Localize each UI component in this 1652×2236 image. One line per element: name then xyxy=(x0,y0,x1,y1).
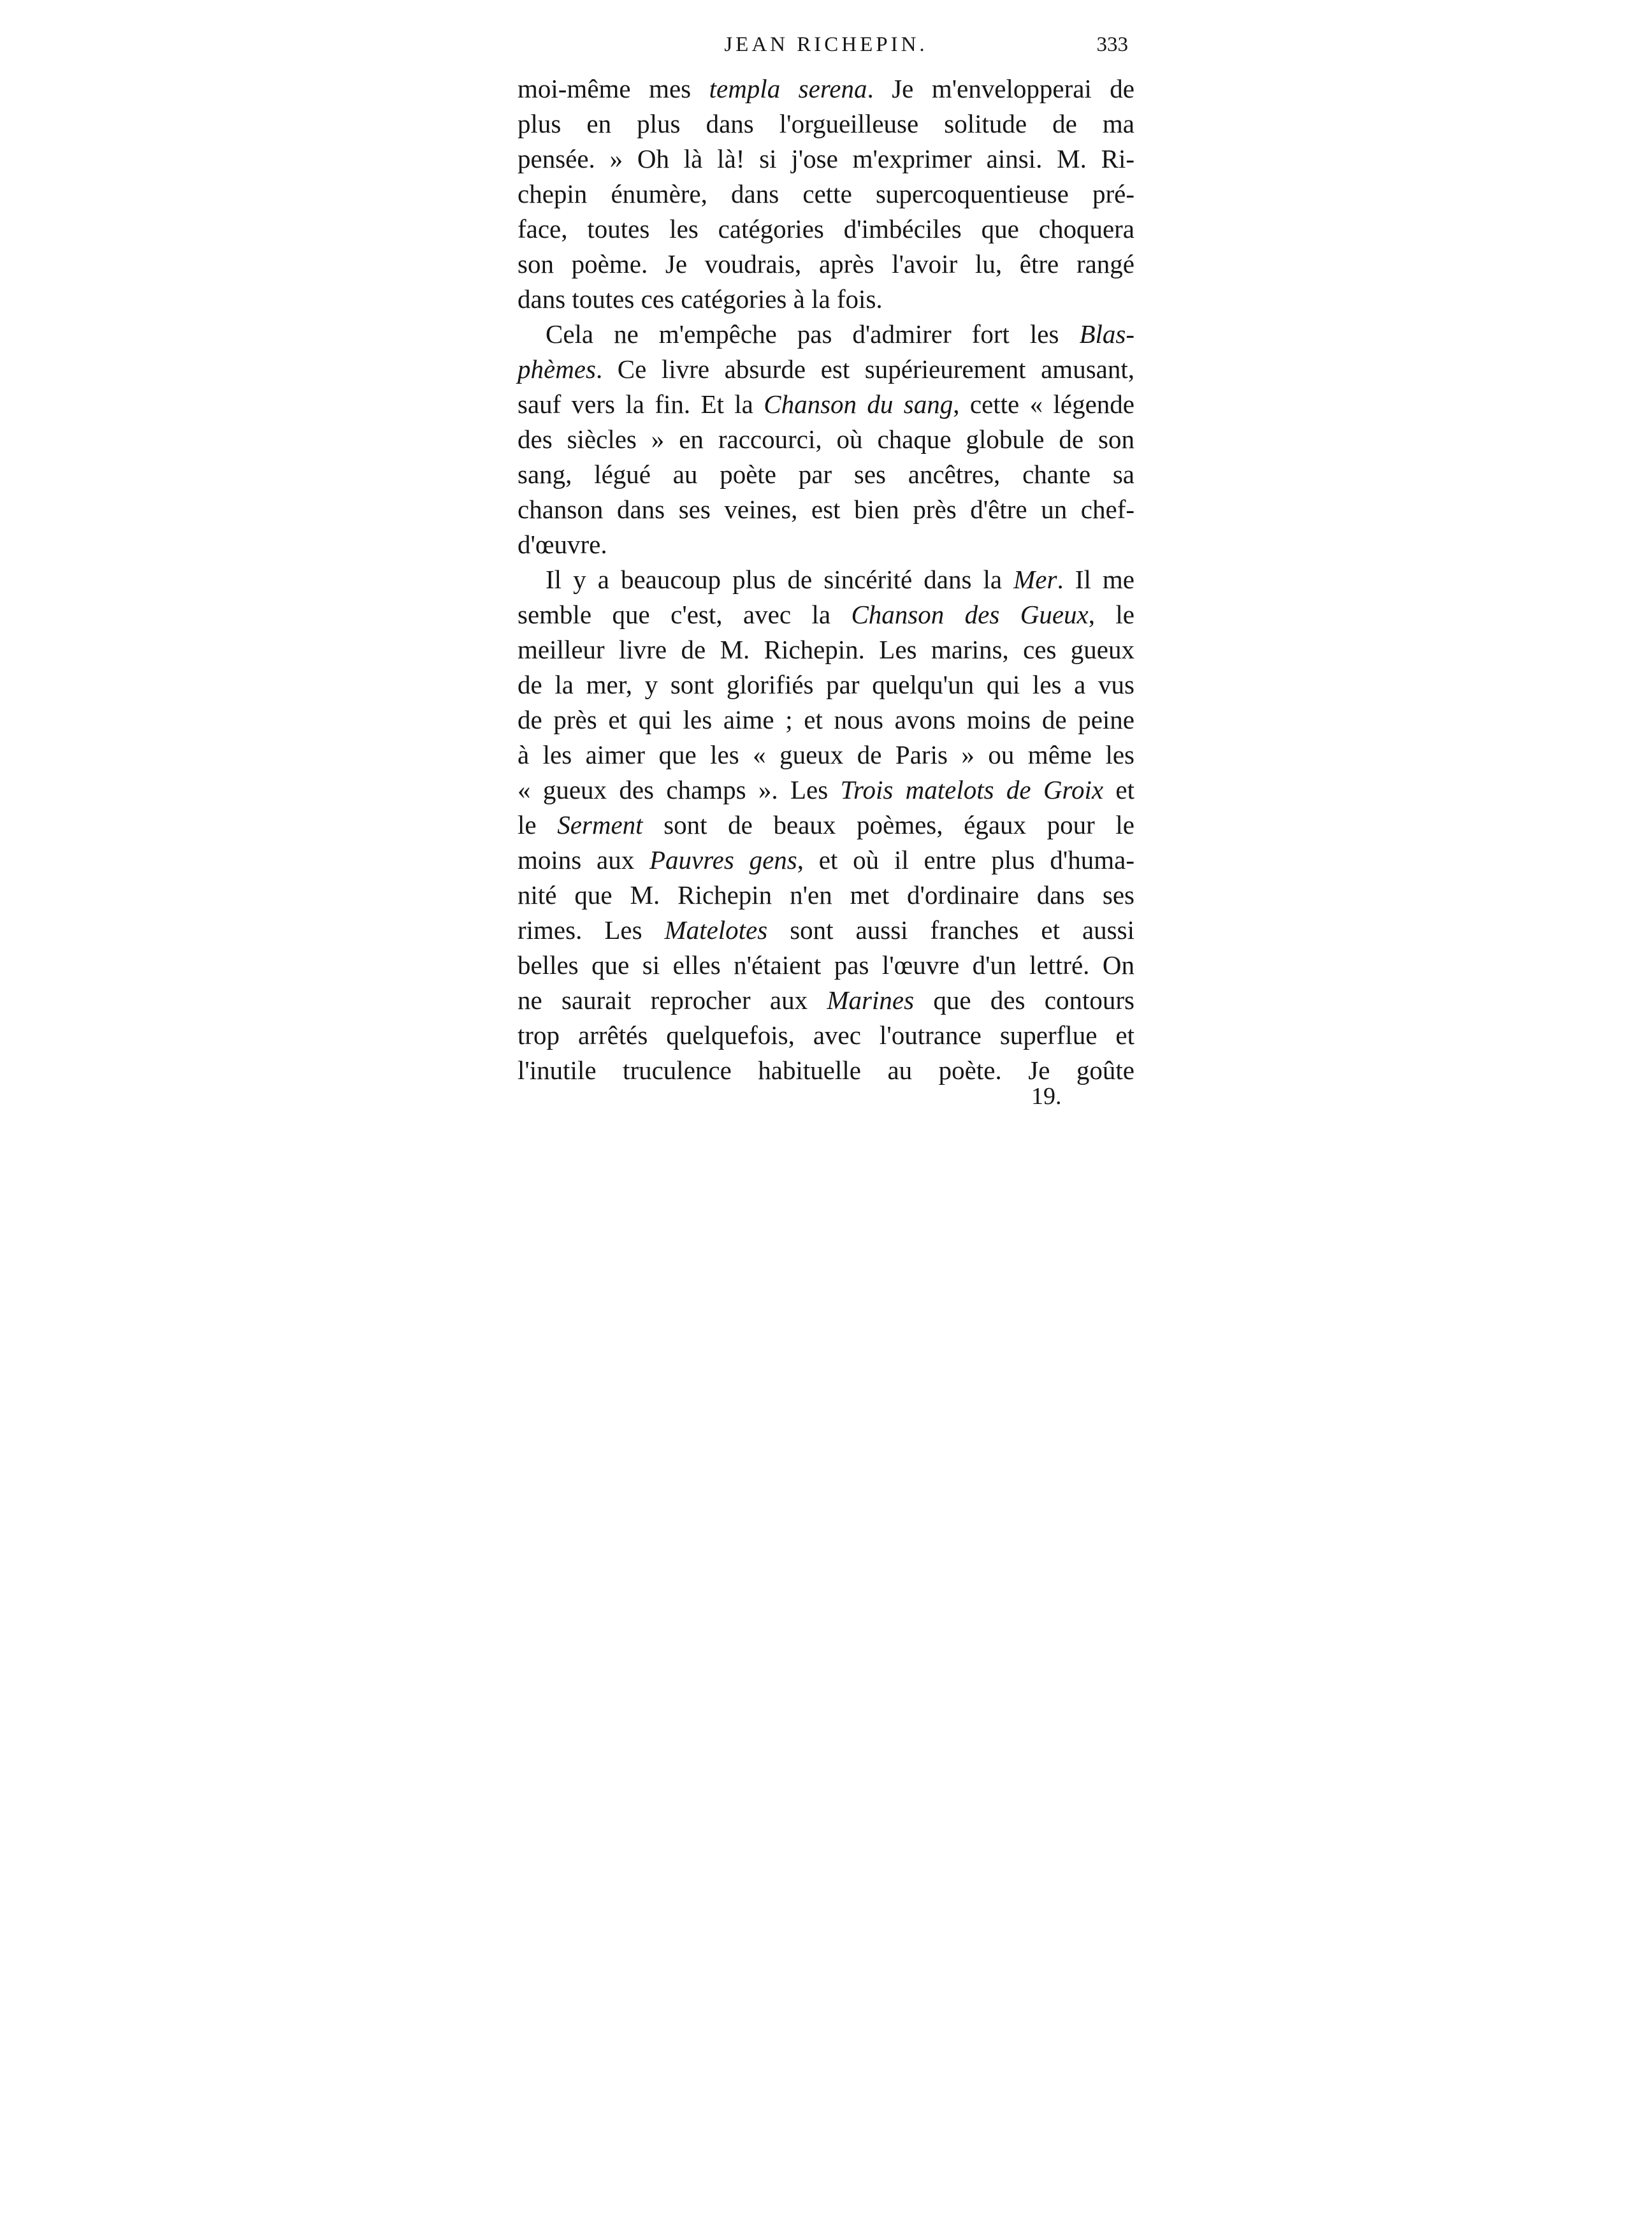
text-run: d'œuvre. xyxy=(518,530,607,559)
text-run: face, toutes les catégories d'imbéciles que choquera xyxy=(518,214,1134,243)
text-line xyxy=(518,667,1134,702)
italic-title: Marines xyxy=(827,985,915,1015)
text-run: de la mer, y sont glorifiés par quelqu'un qui les a vus xyxy=(518,670,1134,699)
text-run: . Je m'envelopperai de xyxy=(867,74,1134,103)
text-line xyxy=(518,632,1134,667)
text-line xyxy=(518,527,1134,562)
text-line xyxy=(518,597,1134,632)
text-run: le xyxy=(518,810,558,839)
text-line xyxy=(518,1018,1134,1053)
text-line xyxy=(518,106,1134,142)
text-run: . Il me xyxy=(1057,565,1134,594)
text-line xyxy=(518,387,1134,422)
running-title: JEAN RICHEPIN. xyxy=(724,33,928,56)
text-run: . Ce livre absurde est supérieurement amusant, xyxy=(595,354,1134,384)
text-run: dans toutes ces catégories à la fois. xyxy=(518,284,883,314)
text-run: des siècles » en raccourci, où chaque globule de son xyxy=(518,425,1134,454)
text-line xyxy=(518,878,1134,913)
paragraph xyxy=(518,317,1134,562)
text-run: l'inutile truculence habituelle au poète. Je goûte xyxy=(518,1056,1134,1085)
text-line xyxy=(518,212,1134,247)
page-header xyxy=(518,25,1134,70)
italic-title: Matelotes xyxy=(664,915,768,945)
text-line xyxy=(518,71,1134,106)
italic-title: templa serena xyxy=(709,74,867,103)
text-run: sauf vers la fin. Et la xyxy=(518,389,764,419)
text-run: , et où il entre plus d'huma- xyxy=(797,845,1134,875)
text-run: , cette « légende xyxy=(953,389,1134,419)
text-run: trop arrêtés quelquefois, avec l'outrance superflue et xyxy=(518,1020,1134,1050)
italic-title: Serment xyxy=(557,810,643,839)
text-line xyxy=(518,142,1134,177)
text-run: que des contours xyxy=(914,985,1134,1015)
text-run: rimes. Les xyxy=(518,915,665,945)
italic-title: Blas- xyxy=(1079,319,1134,349)
text-run: moins aux xyxy=(518,845,649,875)
text-line xyxy=(518,282,1134,317)
text-line xyxy=(518,702,1134,737)
text-run: de près et qui les aime ; et nous avons moins de peine xyxy=(518,705,1134,734)
text-run: semble que c'est, avec la xyxy=(518,600,851,629)
paragraph xyxy=(518,562,1134,1088)
text-line xyxy=(518,737,1134,773)
italic-title: Mer xyxy=(1013,565,1057,594)
text-line xyxy=(518,562,1134,597)
text-run: pensée. » Oh là là! si j'ose m'exprimer ainsi. M. Ri- xyxy=(518,144,1134,173)
text-run: chepin énumère, dans cette supercoquentieuse pré- xyxy=(518,179,1134,208)
italic-title: Trois matelots de Groix xyxy=(840,775,1104,804)
signature-mark: 19. xyxy=(1031,1083,1062,1110)
text-run: Cela ne m'empêche pas d'admirer fort les xyxy=(546,319,1080,349)
text-line xyxy=(518,247,1134,282)
text-run: à les aimer que les « gueux de Paris » ou même les xyxy=(518,740,1134,769)
text-line xyxy=(518,808,1134,843)
text-line xyxy=(518,492,1134,527)
italic-title: Pauvres gens xyxy=(649,845,797,875)
text-run: Il y a beaucoup plus de sincérité dans la xyxy=(546,565,1014,594)
text-run: chanson dans ses veines, est bien près d'être un chef- xyxy=(518,495,1134,524)
text-run: ne saurait reprocher aux xyxy=(518,985,827,1015)
page-number: 333 xyxy=(1096,33,1128,56)
text-run: meilleur livre de M. Richepin. Les marins, ces gueux xyxy=(518,635,1134,664)
text-run: sont aussi franches et aussi xyxy=(767,915,1134,945)
italic-title: Chanson du sang xyxy=(764,389,953,419)
italic-title: phèmes xyxy=(518,354,596,384)
text-run: plus en plus dans l'orgueilleuse solitude de ma xyxy=(518,109,1134,138)
text-line xyxy=(518,913,1134,948)
text-run: , le xyxy=(1088,600,1134,629)
text-run: et xyxy=(1103,775,1135,804)
text-run: sang, légué au poète par ses ancêtres, chante sa xyxy=(518,460,1134,489)
text-line xyxy=(518,177,1134,212)
text-run: belles que si elles n'étaient pas l'œuvre d'un lettré. On xyxy=(518,950,1134,980)
text-run: sont de beaux poèmes, égaux pour le xyxy=(642,810,1134,839)
text-run: son poème. Je voudrais, après l'avoir lu, être rangé xyxy=(518,249,1134,279)
text-line xyxy=(518,983,1134,1018)
italic-title: Chanson des Gueux xyxy=(851,600,1089,629)
text-line xyxy=(518,352,1134,387)
text-line xyxy=(518,948,1134,983)
paragraph xyxy=(518,71,1134,317)
text-run: nité que M. Richepin n'en met d'ordinaire dans ses xyxy=(518,880,1134,910)
body-text xyxy=(518,71,1134,1088)
text-line xyxy=(518,773,1134,808)
text-line xyxy=(518,422,1134,457)
text-line xyxy=(518,317,1134,352)
text-line xyxy=(518,457,1134,492)
text-run: moi-même mes xyxy=(518,74,709,103)
text-run: « gueux des champs ». Les xyxy=(518,775,841,804)
text-line xyxy=(518,843,1134,878)
